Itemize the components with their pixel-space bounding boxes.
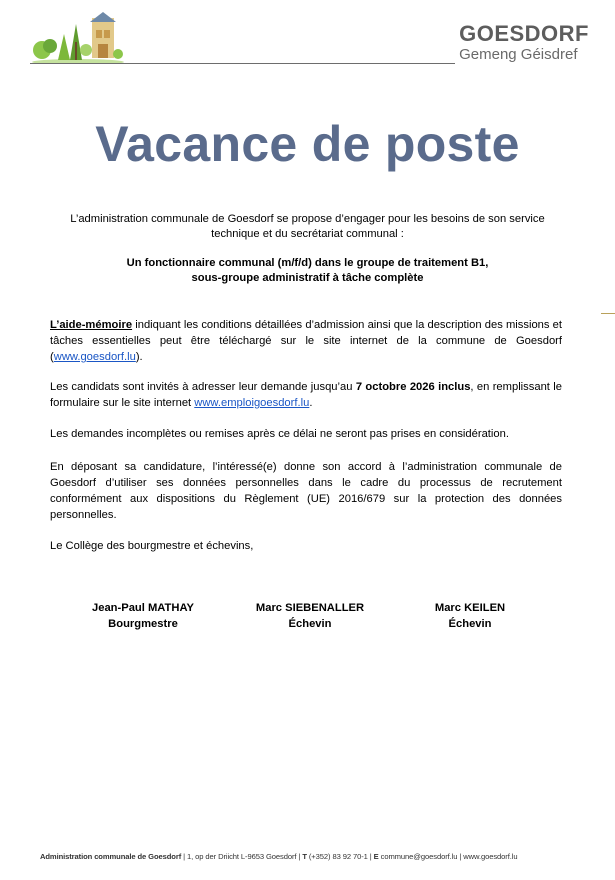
- aide-memoire-label: L’aide-mémoire: [50, 319, 133, 331]
- paragraph-1-text: indiquant les conditions détaillées d’admission ainsi que la description des missions et tâches essentielles peut être téléchargé sur le site internet de la commune de Goesdorf (: [50, 319, 562, 363]
- paragraph-deadline: [50, 379, 562, 411]
- paragraph-college: Le Collège des bourgmestre et échevins,: [50, 540, 254, 552]
- paragraph-aide-memoire: [50, 317, 562, 365]
- paragraph-2-end: .: [309, 397, 313, 409]
- paragraph-incomplete: Les demandes incomplètes ou remises après ce délai ne seront pas prises en considération.: [50, 428, 509, 440]
- position-line-2: sous-groupe administratif à tâche complète: [191, 272, 424, 284]
- intro-text: L’administration communale de Goesdorf se propose d’engager pour les besoins de son service technique et du secrétariat communal :: [70, 213, 545, 240]
- signatory-name: Marc KEILEN: [434, 602, 506, 614]
- brand-subtitle: Gemeng Géisdref: [459, 46, 578, 63]
- header-rule: [30, 63, 455, 64]
- paragraph-gdpr: En déposant sa candidature, l’intéressé(e) donne son accord à l’administration communale de Goesdorf d’utiliser ses données personnelles dans le cadre du processus de recrutement conformément aux dispositions du Règlement (UE) 2016/679 sur la protection des données personnelles.: [50, 461, 562, 521]
- signatory-1: [63, 600, 223, 632]
- paragraph-2-text-2: , en remplissant le formulaire sur le site internet: [50, 381, 562, 409]
- footer-tel-label: T: [302, 852, 307, 861]
- footer-email: commune@goesdorf.lu | www.goesdorf.lu: [378, 852, 518, 861]
- page-footer: [40, 852, 600, 862]
- signatory-role: Échevin: [448, 618, 492, 630]
- position-line-1: Un fonctionnaire communal (m/f/d) dans le groupe de traitement B1,: [126, 257, 489, 269]
- margin-mark: [601, 313, 615, 314]
- paragraph-2-text: Les candidats sont invités à adresser leur demande jusqu’au: [50, 381, 356, 393]
- signatory-name: Marc SIEBENALLER: [255, 602, 365, 614]
- page-title: Vacance de poste: [95, 116, 520, 172]
- footer-email-label: E: [373, 852, 379, 861]
- brand-block: [459, 22, 589, 63]
- footer-address: | 1, op der Driicht L-9653 Goesdorf |: [181, 852, 303, 861]
- signatory-role: Échevin: [288, 618, 332, 630]
- position-description: [50, 256, 565, 286]
- footer-tel: (+352) 83 92 70-1 |: [306, 852, 374, 861]
- signatory-name: Jean-Paul MATHAY: [92, 602, 194, 614]
- footer-org: Administration communale de Goesdorf: [40, 852, 182, 861]
- goesdorf-website-link[interactable]: www.goesdorf.lu: [53, 351, 136, 363]
- deadline-date: 7 octobre 2026 inclus: [355, 381, 471, 393]
- emploi-website-link[interactable]: www.emploigoesdorf.lu: [194, 397, 310, 409]
- signatory-3: [390, 600, 550, 632]
- signatory-role: Bourgmestre: [108, 618, 178, 630]
- village-logo: [30, 12, 126, 64]
- brand-name: GOESDORF: [459, 21, 589, 46]
- signatory-2: [230, 600, 390, 632]
- paragraph-1-end: ).: [135, 351, 143, 363]
